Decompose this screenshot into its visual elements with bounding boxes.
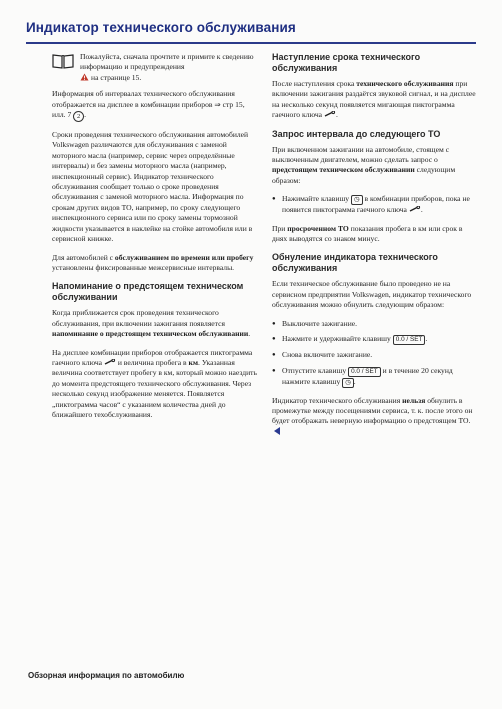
paragraph-reminder [52, 308, 260, 339]
warning-triangle-icon [80, 73, 89, 81]
text: Для автомобилей с [52, 252, 115, 262]
figure-callout: 2 [73, 111, 84, 122]
bold-text: напоминание о предстоящем техническом обслуживании [52, 329, 249, 339]
list-item: ● Выключите зажигание. [272, 319, 478, 329]
text: Отпустите клавишу [282, 365, 347, 375]
text: На дисплее комбинации приборов отображается пиктограмма гаечного ключа [52, 347, 253, 367]
left-column [52, 52, 260, 428]
paragraph-display [52, 348, 260, 421]
text: Нажимайте клавишу [282, 194, 350, 204]
bold-text: просроченном ТО [287, 223, 349, 233]
heading-reset: Обнуление индикатора технического обслуживания [272, 252, 438, 274]
text: и в течение 20 секунд нажмите клавишу [282, 365, 453, 386]
text: После наступления срока [272, 79, 357, 88]
list-item: ● Нажмите и удерживайте клавишу 0.0 / SET . [272, 334, 478, 345]
wrench-icon [104, 359, 116, 365]
text: . Указанная величина соответствует пробегу в км, который можно наездить до момента предстоящего технического обслуживания. Через несколько секунд изображение меняется. Появляется „пиктограмма часов“ с указанием количества дней до ближайшего техобслуживания. [52, 357, 257, 419]
heading-service-due: Наступление срока технического обслуживания [272, 52, 421, 73]
wrench-icon [324, 111, 336, 117]
book-icon [52, 53, 74, 69]
page-title: Индикатор технического обслуживания [26, 20, 296, 35]
section-header [26, 18, 476, 44]
paragraph-no-reset [272, 396, 478, 438]
list-item: ● Снова включите зажигание. [272, 350, 478, 360]
paragraph-overdue [272, 224, 478, 245]
text: Когда приближается срок проведения технического обслуживания, при включении зажигания появляется [52, 308, 225, 328]
text: в комбинации приборов, пока не появится пиктограмма гаечного ключа [282, 194, 470, 215]
paragraph-service-due: После наступления срока технического обслуживания при включении зажигания раздаётся звуковой сигнал, и на дисплее на несколько секунд появляется мигающая пиктограмма гаечного ключа . [272, 79, 476, 120]
bold-text: нельзя [402, 395, 426, 405]
heading-interval-request: Запрос интервала до следующего ТО [272, 128, 441, 139]
text: при включении зажигания раздаётся звуковой сигнал, и на дисплее на несколько секунд появляется мигающая пиктограмма гаечного ключа [272, 79, 476, 120]
heading-reminder: Напоминание о предстоящем техническом обслуживании [52, 281, 244, 303]
text: . [248, 329, 251, 339]
bold-text: предстоящем техническом обслуживании [272, 165, 415, 175]
text: Индикатор технического обслуживания [272, 395, 403, 405]
paragraph-reset: Если техническое обслуживание было проведено не на сервисном предприятии Volkswagen, индикатор технического обслуживания можно обнулить следующим образом: [272, 279, 472, 310]
text: При включенном зажигании на автомобиле, стоящем с выключенным двигателем, можно сделать запрос о [272, 144, 450, 165]
wrench-icon [409, 206, 421, 212]
text: обнулить в промежутке между посещениями сервиса, т. к. после этого он будет отображать неверную информацию о предстоящем ТО. [272, 395, 473, 426]
list-item: ● Отпустите клавишу 0.0 / SET и в течение 20 секунд нажмите клавишу ◷ . [272, 366, 478, 388]
request-steps [272, 194, 478, 215]
section-end-icon [274, 427, 280, 435]
right-column [272, 52, 478, 445]
read-first-note [52, 52, 260, 89]
paragraph-service-types: Сроки проведения технического обслуживания автомобилей Volkswagen различаются для обслуживания с заменой моторного масла (например, сервис через определённые интервалы) и без замены моторного масла (например, инспекционный сервис). Индикатор технического обслуживания сообщает только о сроке проведения обслуживания с заменой моторного масла. Информация по срокам других видов ТО, например, по сроку следующего инспекционного сервиса или по сроку замены тормозной жидкости указывается в наклейке на стойке автомобиля или в сервисной книжке. [52, 130, 253, 244]
text: При [272, 223, 288, 233]
intro-text: Информация об интервалах технического обслуживания отображается на дисплее в комбинации приборов ⇒ стр 15, илл. 7 [52, 89, 245, 120]
text: следующим образом: [272, 165, 456, 185]
list-item: ● Нажимайте клавишу ◷ в комбинации приборов, пока не появится пиктограмма гаечного ключа . [272, 194, 478, 215]
paragraph-intro: Информация об интервалах технического обслуживания отображается на дисплее в комбинации приборов ⇒ стр 15, илл. 7 2 . [52, 89, 245, 121]
paragraph-fixed-intervals [52, 253, 260, 274]
set-key-label: 0.0 / SET [348, 367, 381, 377]
paragraph-request [272, 145, 478, 187]
bold-text: технического обслуживания [356, 79, 454, 88]
text: Нажмите и удерживайте клавишу [282, 334, 391, 344]
unit-km: км [188, 357, 199, 367]
text: и величина пробега в [117, 357, 189, 367]
note-page-ref: на странице 15. [91, 72, 142, 82]
text: установлены фиксированные межсервисные интервалы. [52, 262, 235, 272]
page-footer: Обзорная информация по автомобилю [28, 671, 185, 680]
clock-key-icon: ◷ [342, 378, 354, 388]
bold-text: обслуживанием по времени или пробегу [114, 252, 254, 262]
clock-key-icon: ◷ [351, 195, 363, 205]
text: показания пробега в км или срок в днях выводятся со знаком минус. [272, 223, 463, 244]
reset-steps [272, 319, 478, 388]
set-key-label: 0.0 / SET [393, 335, 426, 345]
note-text: Пожалуйста, сначала прочтите и примите к сведению информацию и предупреждения [80, 52, 254, 72]
